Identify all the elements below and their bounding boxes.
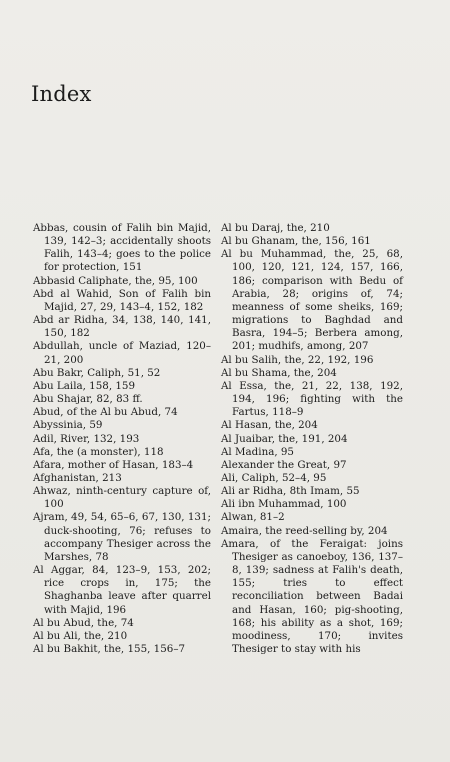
index-column-right	[221, 222, 403, 656]
index-entry: Al bu Ghanam, the, 156, 161	[221, 235, 371, 248]
index-entry: Al bu Daraj, the, 210	[221, 222, 330, 234]
index-entry: Abud, of the Al bu Abud, 74	[33, 406, 178, 419]
index-entry: Ali ar Ridha, 8th Imam, 55	[221, 485, 360, 498]
index-entry: Afghanistan, 213	[33, 471, 122, 484]
index-entry: Al bu Bakhit, the, 155, 156–7	[33, 643, 186, 655]
index-entry: Abu Laila, 158, 159	[33, 379, 136, 392]
index-entry: Abbas, cousin of Falih bin Majid, 139, 142–3; accidentally shoots Falih, 143–4; goes to the police for protection, 151	[33, 222, 211, 274]
index-entry: Al bu Shama, the, 204	[221, 366, 337, 379]
index-entry: Amaira, the reed-selling by, 204	[221, 524, 388, 537]
index-entry: Ahwaz, ninth-century capture of, 100	[33, 485, 211, 511]
index-entry: Al Aggar, 84, 123–9, 153, 202; rice crops in, 175; the Shaghanba leave after quarrel with Majid, 196	[33, 564, 211, 616]
index-entry: Ali, Caliph, 52–4, 95	[221, 471, 327, 484]
index-entry: Al Hasan, the, 204	[221, 419, 318, 432]
index-entry: Abu Bakr, Caliph, 51, 52	[33, 366, 161, 379]
index-entry: Abu Shajar, 82, 83 ff.	[33, 393, 143, 406]
index-entry: Abyssinia, 59	[33, 419, 103, 432]
index-entry: Al bu Abud, the, 74	[33, 616, 134, 629]
index-entry: Abd al Wahid, Son of Falih bin Majid, 27, 29, 143–4, 152, 182	[33, 287, 211, 313]
index-entry: Al bu Salih, the, 22, 192, 196	[221, 353, 374, 366]
index-entry: Abdullah, uncle of Maziad, 120–21, 200	[33, 340, 211, 366]
index-entry: Alwan, 81–2	[221, 511, 285, 524]
index-entry: Afa, the (a monster), 118	[33, 445, 164, 458]
index-entry: Afara, mother of Hasan, 183–4	[33, 458, 194, 471]
index-entry: Al bu Ali, the, 210	[33, 629, 128, 642]
index-entry: Abd ar Ridha, 34, 138, 140, 141, 150, 182	[33, 314, 211, 340]
index-entry: Al bu Muhammad, the, 25, 68, 100, 120, 121, 124, 157, 166, 186; comparison with Bedu of Arabia, 28; origins of, 74; meanness of some sheiks, 169; migrations to Baghdad and Basra, 194–5; Berbera among, 201; mudhifs, among, 207	[221, 248, 403, 353]
index-entry: Al Essa, the, 21, 22, 138, 192, 194, 196; fighting with the Fartus, 118–9	[221, 379, 403, 419]
index-entry: Al Madina, 95	[221, 445, 294, 458]
index-entry: Ali ibn Muhammad, 100	[221, 498, 347, 511]
index-entry: Amara, of the Feraigat: joins Thesiger as canoeboy, 136, 137–8, 139; sadness at Falih's death, 155; tries to effect reconciliation between Badai and Hasan, 160; pig-shooting, 168; his ability as a shot, 169; moodiness, 170; invites Thesiger to stay with his	[221, 537, 403, 655]
index-entry: Alexander the Great, 97	[221, 458, 347, 471]
index-entry: Abbasid Caliphate, the, 95, 100	[33, 274, 198, 287]
page-heading: Index	[31, 82, 92, 106]
index-column-left	[33, 222, 211, 656]
index-entry: Adil, River, 132, 193	[33, 432, 140, 445]
index-entry: Al Juaibar, the, 191, 204	[221, 432, 348, 445]
index-entry: Ajram, 49, 54, 65–6, 67, 130, 131; duck-shooting, 76; refuses to accompany Thesiger across the Marshes, 78	[33, 511, 211, 563]
